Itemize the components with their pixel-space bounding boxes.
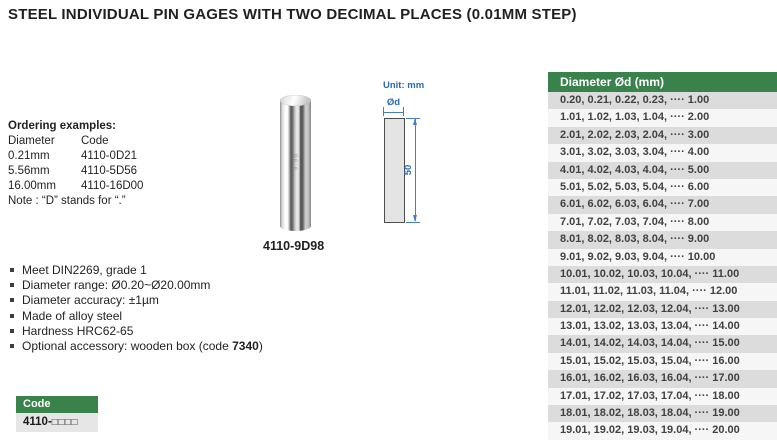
table-row: 4.01, 4.02, 4.03, 4.04, ···· 5.00	[548, 162, 777, 179]
ordering-col-code: Code	[81, 135, 109, 147]
example-code: 4110-0D21	[81, 150, 138, 162]
code-value-prefix: 4110-	[23, 416, 52, 428]
length-dim-line	[415, 119, 416, 221]
ordering-note: Note : “D” stands for “.”	[8, 195, 126, 207]
diameter-dim-line	[383, 112, 404, 113]
feature-item	[8, 339, 263, 354]
table-row: 5.01, 5.02, 5.03, 5.04, ···· 6.00	[548, 179, 777, 196]
table-row: 19.01, 19.02, 19.03, 19.04, ···· 20.00	[548, 422, 777, 439]
ordering-heading: Ordering examples:	[8, 120, 117, 132]
example-diameter: 16.00mm	[8, 180, 56, 192]
dim-arrow-down-icon	[413, 215, 417, 222]
table-row: 12.01, 12.02, 12.03, 12.04, ···· 13.00	[548, 301, 777, 318]
code-value-placeholder-boxes: □□□□	[51, 417, 78, 428]
table-row: 8.01, 8.02, 8.03, 8.04, ···· 9.00	[548, 231, 777, 248]
table-row: 1.01, 1.02, 1.03, 1.04, ···· 2.00	[548, 109, 777, 126]
ordering-example-list	[8, 149, 143, 194]
table-row: 14.01, 14.02, 14.03, 14.04, ···· 15.00	[548, 335, 777, 352]
table-row: 18.01, 18.02, 18.03, 18.04, ···· 19.00	[548, 405, 777, 422]
pin-top-cap	[280, 95, 311, 106]
feature-text	[22, 278, 210, 293]
code-block-value	[16, 413, 98, 432]
code-block-header: Code	[16, 396, 98, 413]
ordering-column-headers	[8, 134, 143, 149]
bullet-square-icon	[10, 283, 14, 287]
table-row: 7.01, 7.02, 7.03, 7.04, ···· 8.00	[548, 214, 777, 231]
pin-etched-marking: 9.98	[292, 152, 300, 171]
diameter-table-body	[548, 92, 777, 440]
ordering-example-row	[8, 149, 143, 164]
feature-text	[22, 263, 147, 278]
table-row: 3.01, 3.02, 3.03, 3.04, ···· 4.00	[548, 144, 777, 161]
feature-item	[8, 324, 263, 339]
bullet-square-icon	[10, 329, 14, 333]
feature-text-prefix: Made of alloy steel	[22, 308, 123, 323]
dim-arrow-up-icon	[413, 118, 417, 125]
example-code: 4110-5D56	[81, 165, 138, 177]
feature-text-prefix: Hardness HRC62-65	[22, 323, 134, 338]
table-row: 0.20, 0.21, 0.22, 0.23, ···· 1.00	[548, 92, 777, 109]
table-row: 9.01, 9.02, 9.03, 9.04, ···· 10.00	[548, 249, 777, 266]
feature-list	[8, 263, 263, 354]
example-diameter: 5.56mm	[8, 165, 50, 177]
ordering-example-row	[8, 179, 143, 194]
diameter-dim-tick-right	[403, 107, 404, 116]
feature-text	[22, 309, 122, 324]
feature-text-prefix: Meet DIN2269, grade 1	[22, 263, 147, 277]
table-row: 2.01, 2.02, 2.03, 2.04, ···· 3.00	[548, 127, 777, 144]
feature-text-prefix: Diameter range: Ø0.20~Ø20.00mm	[22, 278, 211, 293]
unit-label: Unit: mm	[383, 80, 425, 91]
table-row: 17.01, 17.02, 17.03, 17.04, ···· 18.00	[548, 388, 777, 405]
feature-item	[8, 263, 263, 278]
feature-text	[22, 324, 133, 339]
ordering-examples	[8, 119, 143, 209]
extension-line-bottom	[406, 222, 420, 223]
feature-item	[8, 293, 263, 308]
code-block	[16, 396, 98, 432]
ordering-example-row	[8, 164, 143, 179]
table-row: 11.01, 11.02, 11.03, 11.04, ···· 12.00	[548, 283, 777, 300]
bullet-square-icon	[10, 314, 14, 318]
diameter-table	[548, 72, 777, 440]
example-diameter: 0.21mm	[8, 150, 50, 162]
bullet-square-icon	[10, 298, 14, 302]
feature-text-prefix: Diameter accuracy: ±1µm	[22, 293, 159, 308]
example-code: 4110-16D00	[81, 180, 144, 192]
feature-text	[22, 293, 159, 308]
feature-text	[22, 339, 263, 354]
length-dim-label: 50	[403, 164, 414, 176]
table-row: 16.01, 16.02, 16.03, 16.04, ···· 17.00	[548, 370, 777, 387]
table-row: 13.01, 13.02, 13.03, 13.04, ···· 14.00	[548, 318, 777, 335]
feature-text-suffix: )	[258, 339, 263, 354]
feature-item	[8, 309, 263, 324]
diameter-dim-tick-left	[383, 107, 384, 116]
pin-drawing-outline	[384, 118, 405, 223]
table-row: 10.01, 10.02, 10.03, 10.04, ···· 11.00	[548, 266, 777, 283]
diameter-table-header: Diameter Ød (mm)	[548, 72, 777, 92]
bullet-square-icon	[10, 268, 14, 272]
page-title: STEEL INDIVIDUAL PIN GAGES WITH TWO DECIMAL PLACES (0.01MM STEP)	[8, 6, 577, 23]
feature-text-prefix: Optional accessory: wooden box (code	[22, 339, 233, 354]
ordering-col-diameter: Diameter	[8, 135, 55, 147]
pin-photo-code: 4110-9D98	[263, 239, 325, 253]
feature-item	[8, 278, 263, 293]
diameter-dim-label: Ød	[386, 97, 401, 108]
bullet-square-icon	[10, 344, 14, 348]
table-row: 15.01, 15.02, 15.03, 15.04, ···· 16.00	[548, 353, 777, 370]
table-row: 6.01, 6.02, 6.03, 6.04, ···· 7.00	[548, 196, 777, 213]
feature-text-bold: 7340	[232, 339, 259, 354]
